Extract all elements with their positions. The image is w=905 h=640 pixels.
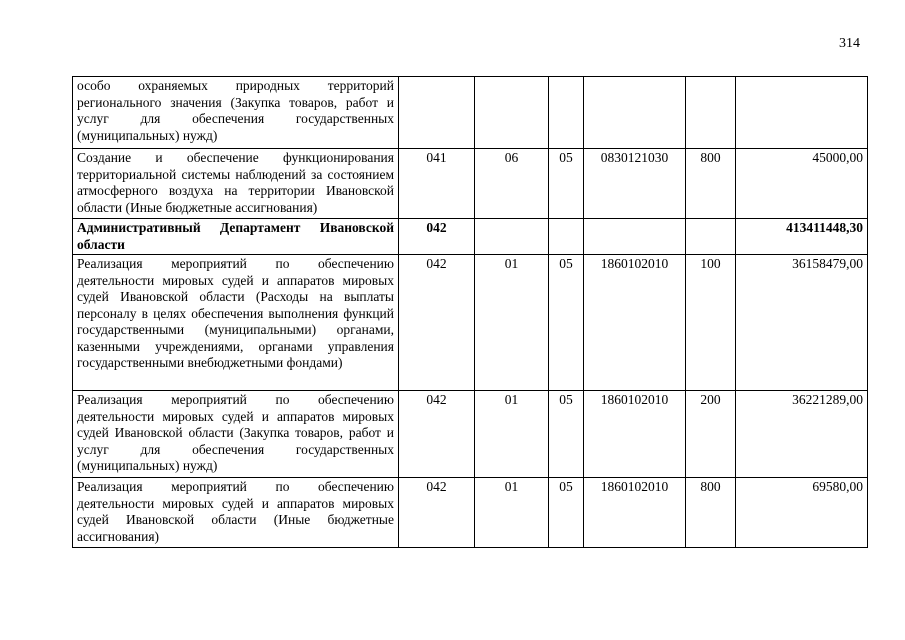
- ministry-code: 042: [399, 391, 475, 478]
- target-code: 1860102010: [584, 255, 686, 391]
- expense-type-code: [686, 219, 736, 255]
- target-code: [584, 77, 686, 149]
- section-code: 01: [475, 478, 549, 548]
- subsection-code: 05: [549, 478, 584, 548]
- amount: 36158479,00: [736, 255, 868, 391]
- amount: [736, 77, 868, 149]
- expense-type-code: 100: [686, 255, 736, 391]
- amount: 36221289,00: [736, 391, 868, 478]
- target-code: 1860102010: [584, 478, 686, 548]
- expense-type-code: 800: [686, 478, 736, 548]
- subsection-code: [549, 219, 584, 255]
- subsection-code: [549, 77, 584, 149]
- target-code: [584, 219, 686, 255]
- target-code: 1860102010: [584, 391, 686, 478]
- table-row: [73, 478, 868, 548]
- expense-type-code: [686, 77, 736, 149]
- section-code: 01: [475, 391, 549, 478]
- row-name: Реализация мероприятий по обеспечению деятельности мировых судей и аппаратов мировых судей Ивановской области (Расходы на выплаты персоналу в целях обеспечения выполнения функций государственными (муниципальными) органами, казенными учреждениями, органами управления государственными внебюджетными фондами): [73, 255, 399, 391]
- subsection-code: 05: [549, 149, 584, 219]
- ministry-code: 042: [399, 255, 475, 391]
- subsection-code: 05: [549, 255, 584, 391]
- amount: 413411448,30: [736, 219, 868, 255]
- row-name: Реализация мероприятий по обеспечению деятельности мировых судей и аппаратов мировых судей Ивановской области (Иные бюджетные ассигнования): [73, 478, 399, 548]
- section-code: 01: [475, 255, 549, 391]
- section-code: [475, 219, 549, 255]
- row-name: [73, 149, 399, 219]
- amount: 45000,00: [736, 149, 868, 219]
- budget-table: [72, 76, 868, 548]
- table-row: [73, 149, 868, 219]
- page-number: 314: [839, 36, 860, 51]
- ministry-code: 042: [399, 219, 475, 255]
- row-name: Административный Департамент Ивановской области: [73, 219, 399, 255]
- amount: 69580,00: [736, 478, 868, 548]
- ministry-code: 042: [399, 478, 475, 548]
- subsection-code: 05: [549, 391, 584, 478]
- section-code: [475, 77, 549, 149]
- ministry-code: 041: [399, 149, 475, 219]
- expense-type-code: 800: [686, 149, 736, 219]
- ministry-code: [399, 77, 475, 149]
- row-name-part-condensed: состоянием атмосферного воздуха на территории Ивановской области (Иные бюджетные ассигнования): [77, 166, 394, 215]
- expense-type-code: 200: [686, 391, 736, 478]
- row-name: Реализация мероприятий по обеспечению деятельности мировых судей и аппаратов мировых судей Ивановской области (Закупка товаров, работ и услуг для обеспечения государственных (муниципальных) нужд): [73, 391, 399, 478]
- section-code: 06: [475, 149, 549, 219]
- row-name-part: Создание и обеспечение функционирования территориальной системы наблюдений за: [77, 150, 394, 182]
- table-row: [73, 391, 868, 478]
- table-row: [73, 219, 868, 255]
- row-name: особо охраняемых природных территорий регионального значения (Закупка товаров, работ и услуг для обеспечения государственных (муниципальных) нужд): [73, 77, 399, 149]
- table-row: [73, 77, 868, 149]
- table-row: [73, 255, 868, 391]
- target-code: 0830121030: [584, 149, 686, 219]
